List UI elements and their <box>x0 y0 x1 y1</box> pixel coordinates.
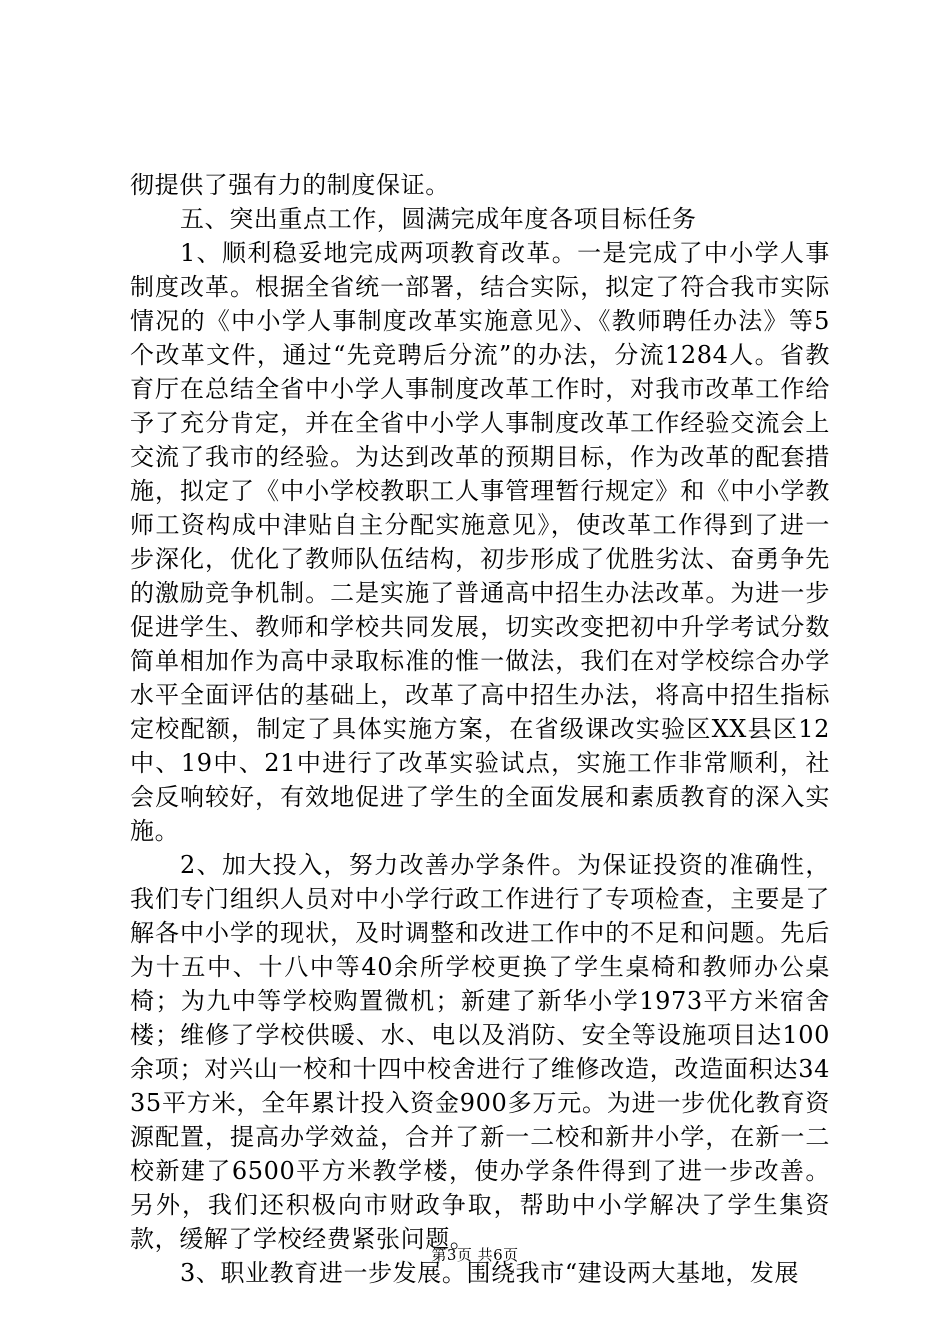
paragraph-vocational-education: 3、职业教育进一步发展。围绕我市“建设两大基地，发展 <box>180 1259 800 1287</box>
page-number-footer: 第3页 共6页 <box>431 1246 519 1264</box>
document-body <box>130 168 830 1290</box>
paragraph-investment: 2、加大投入，努力改善办学条件。为保证投资的准确性，我们专门组织人员对中小学行政工作进行了专项检查，主要是了解各中小学的现状，及时调整和改进工作中的不足和问题。先后为十五中、十八中等40余所学校更换了学生桌椅和教师办公桌椅；为九中等学校购置微机；新建了新华小学1973平方米宿舍楼；维修了学校供暖、水、电以及消防、安全等设施项目达100余项；对兴山一校和十四中校舍进行了维修改造，改造面积达3435平方米，全年累计投入资金900多万元。为进一步优化教育资源配置，提高办学效益，合并了新一二校和新井小学，在新一二校新建了6500平方米教学楼，使办学条件得到了进一步改善。另外，我们还积极向市财政争取，帮助中小学解决了学生集资款，缓解了学校经费紧张问题。 <box>130 851 830 1253</box>
paragraph-education-reform: 1、顺利稳妥地完成两项教育改革。一是完成了中小学人事制度改革。根据全省统一部署，结合实际，拟定了符合我市实际情况的《中小学人事制度改革实施意见》、《教师聘任办法》等5个改革文件，通过“先竞聘后分流”的办法，分流1284人。省教育厅在总结全省中小学人事制度改革工作时，对我市改革工作给予了充分肯定，并在全省中小学人事制度改革工作经验交流会上交流了我市的经验。为达到改革的预期目标，作为改革的配套措施，拟定了《中小学校教职工人事管理暂行规定》和《中小学教师工资构成中津贴自主分配实施意见》，使改革工作得到了进一步深化，优化了教师队伍结构，初步形成了优胜劣汰、奋勇争先的激励竞争机制。二是实施了普通高中招生办法改革。为进一步促进学生、教师和学校共同发展，切实改变把初中升学考试分数简单相加作为高中录取标准的惟一做法，我们在对学校综合办学水平全面评估的基础上，改革了高中招生办法，将高中招生指标定校配额，制定了具体实施方案，在省级课改实验区XX县区12中、19中、21中进行了改革实验试点，实施工作非常顺利，社会反响较好，有效地促进了学生的全面发展和素质教育的深入实施。 <box>130 239 830 845</box>
paragraph-continuation: 彻提供了强有力的制度保证。 <box>130 171 450 199</box>
section-heading: 五、突出重点工作，圆满完成年度各项目标任务 <box>180 205 697 233</box>
